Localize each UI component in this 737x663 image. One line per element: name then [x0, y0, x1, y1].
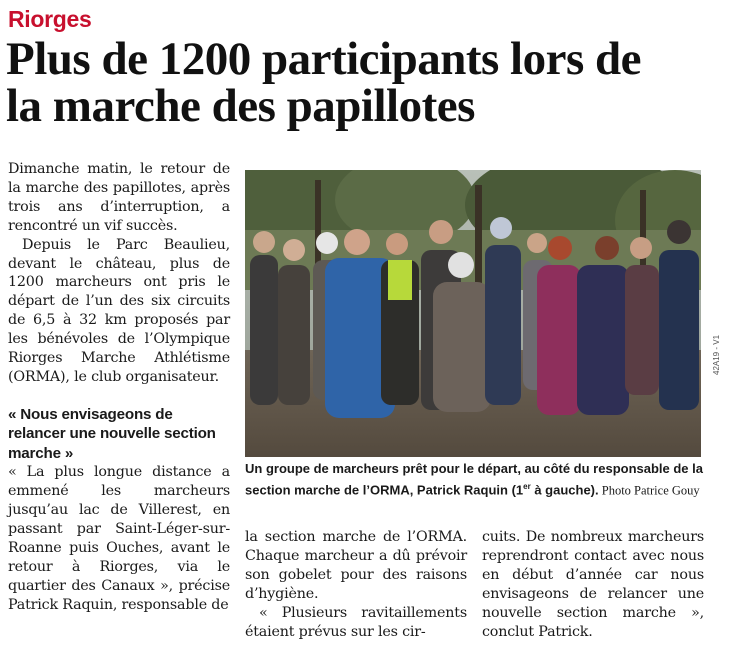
section-kicker: Riorges: [8, 6, 92, 32]
photo-caption: [245, 460, 705, 499]
headline-line-1: Plus de 1200 participants lors de: [6, 33, 642, 85]
paragraph-hygiene: la section marche de l’ORMA. Chaque marcheur a dû prévoir son gobelet pour des raisons d’hygiène.: [245, 529, 467, 603]
photo-credit: Photo Patrice Gouy: [598, 482, 700, 497]
paragraph-intro: Dimanche matin, le retour de la marche des papillotes, après trois ans d’interruption, a rencontré un vif succès.: [8, 161, 230, 234]
article-column-2: [245, 528, 467, 643]
caption-superscript: er: [523, 481, 531, 491]
paragraph-quote: « La plus longue distance a emmené les marcheurs jusqu’au lac de Villerest, en passant par Saint-Léger-sur-Roanne puis Ouches, avant le retour à Riorges, via le quartier des Canaux », précise Patrick Raquin, responsable de: [8, 464, 230, 613]
caption-text-end: à gauche).: [530, 481, 599, 497]
paragraph-depart: Depuis le Parc Beaulieu, devant le château, plus de 1200 marcheurs ont pris le départ de l’un des six circuits de 6,5 à 32 km proposés par les bénévoles de l’Olympique Riorges Marche Athlétisme (ORMA), le club organisateur.: [8, 236, 230, 385]
group-photo: [245, 170, 701, 457]
article-column-1: [8, 160, 230, 615]
caption-text: Un groupe de marcheurs prêt pour le départ, au côté du responsable de la section marche de l’ORMA, Patrick Raquin (1: [245, 461, 703, 497]
paragraph-ravitaillements: « Plusieurs ravitaillements étaient prévus sur les cir-: [245, 605, 467, 641]
headline-line-2: la marche des papillotes: [6, 80, 475, 132]
paragraph-conclusion: cuits. De nombreux marcheurs reprendront contact avec nous en début d’année car nous envisageons de relancer une nouvelle section marche », conclut Patrick.: [482, 529, 704, 641]
subheading: « Nous envisageons de relancer une nouvelle section marche »: [8, 405, 216, 462]
headline: [6, 33, 731, 132]
page-reference: 42A19 - V1: [712, 334, 721, 375]
article-column-3: [482, 528, 704, 643]
